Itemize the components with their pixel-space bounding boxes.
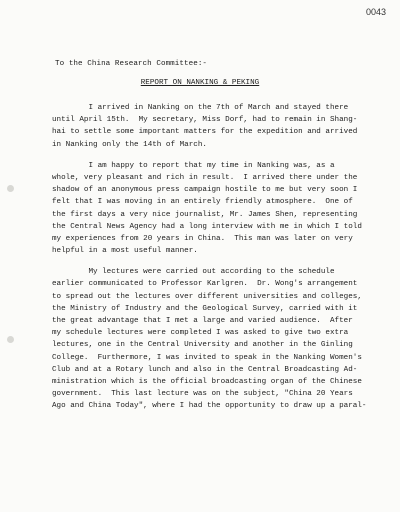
text-line: until April 15th. My secretary, Miss Dorf, had to remain in Shang- [52, 116, 358, 125]
text-line: My lectures were carried out according to the schedule [52, 268, 335, 277]
text-line: I am happy to report that my time in Nanking was, as a [52, 161, 335, 170]
punch-hole [7, 336, 14, 343]
page-number: 0043 [365, 7, 386, 17]
text-line: my schedule lectures were completed I was asked to give two extra [52, 329, 349, 338]
paragraph-1 [52, 102, 386, 151]
text-line: Club and at a Rotary lunch and also in the Central Broadcasting Ad- [52, 365, 358, 374]
text-line: the first days a very nice journalist, Mr. James Shen, representing [52, 210, 358, 219]
text-line: government. This last lecture was on the subject, "China 20 Years [52, 390, 353, 399]
report-title [0, 79, 400, 87]
text-line: whole, very pleasant and rich in result. I arrived there under the [52, 173, 358, 182]
text-line: I arrived in Nanking on the 7th of March and stayed there [52, 104, 349, 112]
text-line: in Nanking only the 14th of March. [52, 140, 207, 149]
text-line: College. Furthermore, I was invited to speak in the Nanking Women's [52, 353, 362, 362]
text-line: the great advantage that I met a large and varied audience. After [52, 317, 353, 325]
text-line: to spread out the lectures over different universities and colleges, [52, 292, 362, 301]
report-title-text: REPORT ON NANKING & PEKING [140, 79, 260, 87]
addressee-line: To the China Research Committee:- [55, 60, 208, 68]
report-body [52, 102, 386, 413]
text-line: my experiences from 20 years in China. This man was later on very [52, 234, 353, 243]
text-line: earlier communicated to Professor Karlgren. Dr. Wong's arrangement [52, 280, 358, 289]
text-line: Ago and China Today", where I had the opportunity to draw up a paral- [52, 402, 367, 411]
paragraph-3 [52, 266, 386, 412]
punch-hole [7, 185, 14, 192]
text-line: hai to settle some important matters for the expedition and arrived [52, 128, 358, 137]
text-line: lectures, one in the Central University and another in the Ginling [52, 341, 353, 350]
text-line: shadow of an anonymous press campaign hostile to me but very soon I [52, 186, 358, 195]
text-line: the Central News Agency had a long interview with me in which I told [52, 222, 362, 231]
text-line: ministration which is the official broadcasting organ of the Chinese [52, 377, 362, 386]
text-line: felt that I was moving in an entirely friendly atmosphere. One of [52, 198, 353, 207]
text-line: the Ministry of Industry and the Geological Survey, carried with it [52, 304, 358, 313]
paragraph-2 [52, 160, 386, 258]
text-line: helpful in a most useful manner. [52, 247, 198, 256]
